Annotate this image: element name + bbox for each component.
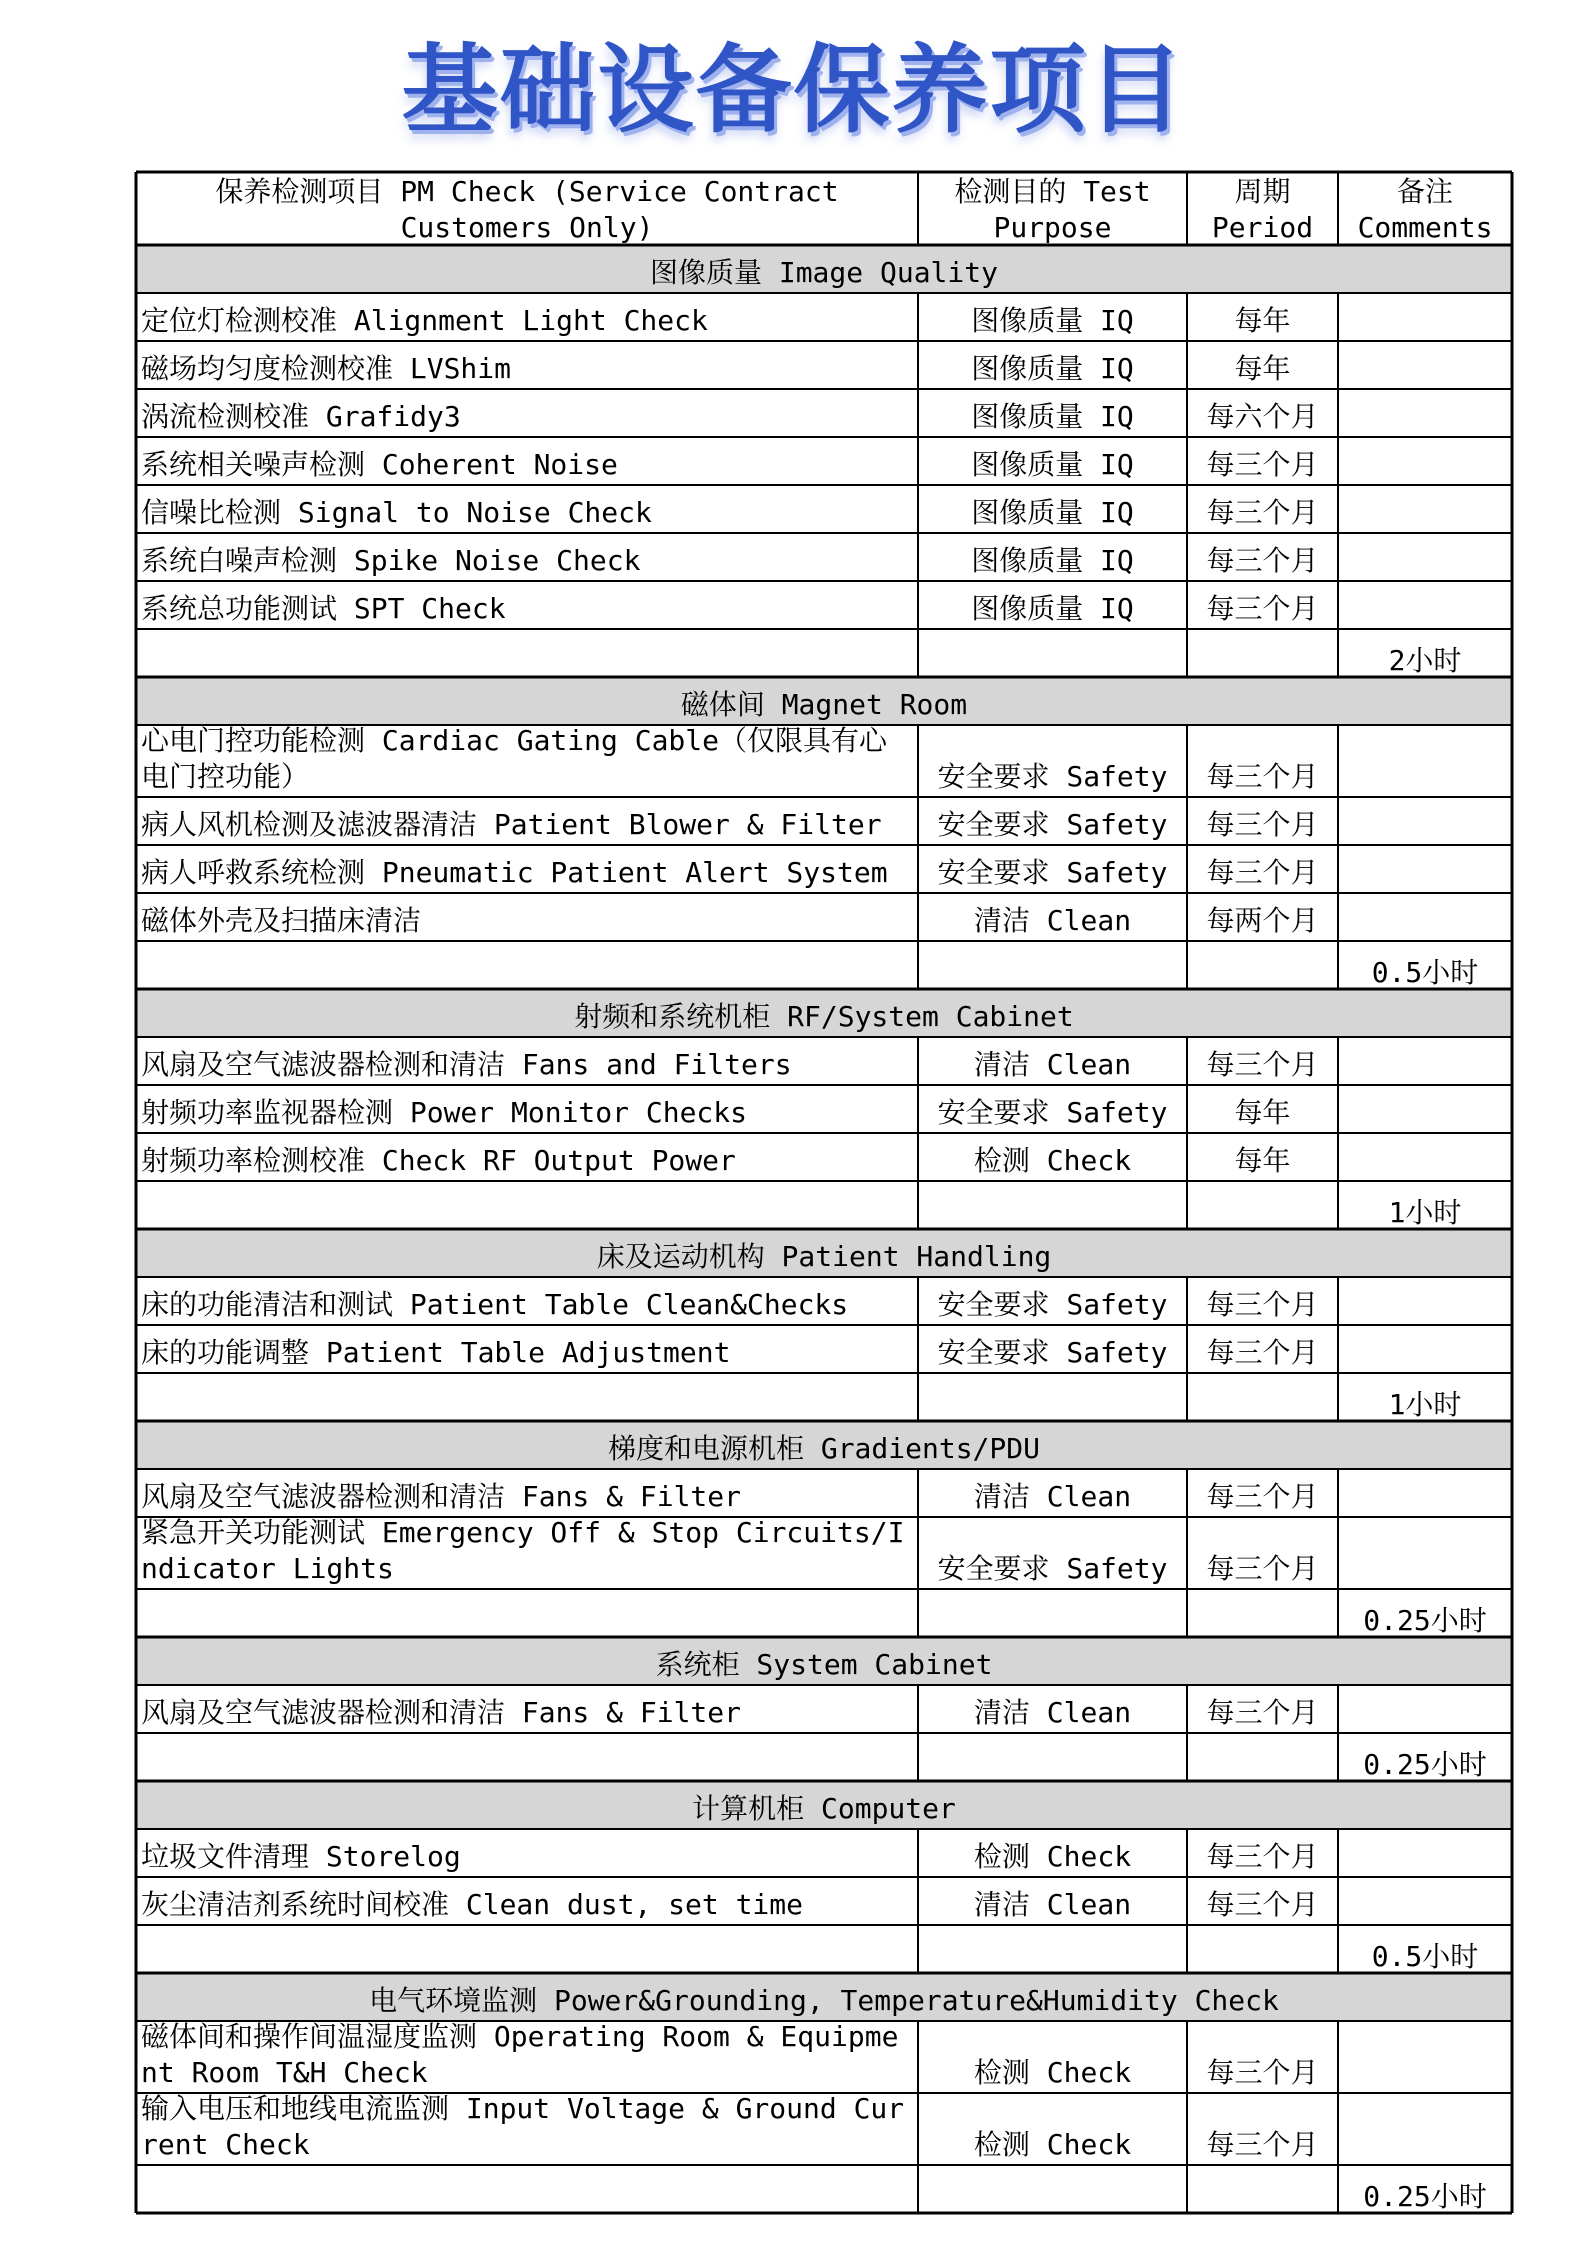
check-item: 系统白噪声检测 Spike Noise Check bbox=[141, 544, 641, 577]
test-purpose: 图像质量 IQ bbox=[971, 592, 1134, 625]
check-item: 系统总功能测试 SPT Check bbox=[141, 592, 506, 625]
period: 每三个月 bbox=[1206, 1888, 1319, 1921]
check-item: 床的功能清洁和测试 Patient Table Clean&Checks bbox=[141, 1288, 849, 1321]
test-purpose: 清洁 Clean bbox=[973, 1048, 1132, 1081]
test-purpose: 图像质量 IQ bbox=[971, 544, 1134, 577]
period: 每年 bbox=[1234, 1144, 1291, 1177]
duration-comment: 0.25小时 bbox=[1363, 1604, 1487, 1637]
period: 每六个月 bbox=[1206, 400, 1319, 433]
test-purpose: 图像质量 IQ bbox=[971, 448, 1134, 481]
period: 每三个月 bbox=[1206, 1336, 1319, 1369]
test-purpose: 清洁 Clean bbox=[973, 1480, 1132, 1513]
section-title: 磁体间 Magnet Room bbox=[680, 688, 968, 721]
section-title: 电气环境监测 Power&Grounding, Temperature&Humidity Check bbox=[369, 1984, 1279, 2017]
test-purpose: 检测 Check bbox=[973, 2056, 1132, 2089]
check-item: 磁体间和操作间温湿度监测 Operating Room & Equipment Room T&H Check bbox=[141, 2020, 899, 2089]
check-item: 定位灯检测校准 Alignment Light Check bbox=[141, 304, 708, 337]
period: 每三个月 bbox=[1206, 544, 1319, 577]
period: 每三个月 bbox=[1206, 592, 1319, 625]
test-purpose: 图像质量 IQ bbox=[971, 304, 1134, 337]
test-purpose: 清洁 Clean bbox=[973, 904, 1132, 937]
page-title: 基础设备保养项目 bbox=[401, 34, 1186, 146]
check-item: 紧急开关功能测试 Emergency Off & Stop Circuits/Indicator Lights bbox=[141, 1516, 905, 1585]
period: 每三个月 bbox=[1206, 1288, 1319, 1321]
section-title: 梯度和电源机柜 Gradients/PDU bbox=[607, 1432, 1040, 1465]
check-item: 风扇及空气滤波器检测和清洁 Fans & Filter bbox=[141, 1480, 742, 1513]
test-purpose: 安全要求 Safety bbox=[937, 808, 1168, 841]
check-item: 信噪比检测 Signal to Noise Check bbox=[141, 496, 652, 529]
test-purpose: 检测 Check bbox=[973, 1840, 1132, 1873]
check-item: 磁场均匀度检测校准 LVShim bbox=[141, 352, 512, 385]
duration-comment: 1小时 bbox=[1388, 1196, 1462, 1229]
header-pm-check: 保养检测项目 PM Check (Service Contract Customers Only) bbox=[215, 175, 839, 244]
duration-comment: 0.5小时 bbox=[1371, 956, 1479, 989]
test-purpose: 检测 Check bbox=[973, 1144, 1132, 1177]
test-purpose: 安全要求 Safety bbox=[937, 760, 1168, 793]
period: 每三个月 bbox=[1206, 1696, 1319, 1729]
test-purpose: 安全要求 Safety bbox=[937, 1096, 1168, 1129]
test-purpose: 检测 Check bbox=[973, 2128, 1132, 2161]
check-item: 床的功能调整 Patient Table Adjustment bbox=[141, 1336, 731, 1369]
check-item: 灰尘清洁剂系统时间校准 Clean dust, set time bbox=[141, 1888, 804, 1921]
section-title: 图像质量 Image Quality bbox=[649, 256, 998, 289]
check-item: 病人呼救系统检测 Pneumatic Patient Alert System bbox=[141, 856, 888, 889]
check-item: 系统相关噪声检测 Coherent Noise bbox=[141, 448, 618, 481]
test-purpose: 安全要求 Safety bbox=[937, 1552, 1168, 1585]
test-purpose: 图像质量 IQ bbox=[971, 496, 1134, 529]
check-item: 心电门控功能检测 Cardiac Gating Cable（仅限具有心电门控功能） bbox=[141, 724, 888, 793]
period: 每年 bbox=[1234, 1096, 1291, 1129]
check-item: 射频功率检测校准 Check RF Output Power bbox=[141, 1144, 736, 1177]
duration-comment: 1小时 bbox=[1388, 1388, 1462, 1421]
period: 每三个月 bbox=[1206, 448, 1319, 481]
test-purpose: 清洁 Clean bbox=[973, 1696, 1132, 1729]
check-item: 垃圾文件清理 Storelog bbox=[141, 1840, 461, 1873]
duration-comment: 0.5小时 bbox=[1371, 1940, 1479, 1973]
test-purpose: 安全要求 Safety bbox=[937, 1336, 1168, 1369]
check-item: 风扇及空气滤波器检测和清洁 Fans and Filters bbox=[141, 1048, 792, 1081]
section-title: 床及运动机构 Patient Handling bbox=[596, 1240, 1052, 1273]
period: 每三个月 bbox=[1206, 1480, 1319, 1513]
check-item: 输入电压和地线电流监测 Input Voltage & Ground Current Check bbox=[141, 2092, 905, 2161]
header-comments: 备注 Comments bbox=[1357, 175, 1493, 244]
check-item: 射频功率监视器检测 Power Monitor Checks bbox=[141, 1096, 748, 1129]
period: 每三个月 bbox=[1206, 760, 1319, 793]
duration-comment: 2小时 bbox=[1388, 644, 1462, 677]
section-title: 计算机柜 Computer bbox=[692, 1792, 956, 1825]
section-title: 射频和系统机柜 RF/System Cabinet bbox=[574, 1000, 1074, 1033]
period: 每三个月 bbox=[1206, 1552, 1319, 1585]
period: 每三个月 bbox=[1206, 856, 1319, 889]
period: 每年 bbox=[1234, 352, 1291, 385]
period: 每三个月 bbox=[1206, 496, 1319, 529]
period: 每三个月 bbox=[1206, 1048, 1319, 1081]
check-item: 风扇及空气滤波器检测和清洁 Fans & Filter bbox=[141, 1696, 742, 1729]
section-title: 系统柜 System Cabinet bbox=[655, 1648, 993, 1681]
period: 每三个月 bbox=[1206, 2128, 1319, 2161]
period: 每三个月 bbox=[1206, 1840, 1319, 1873]
check-item: 病人风机检测及滤波器清洁 Patient Blower & Filter bbox=[141, 808, 882, 841]
check-item: 磁体外壳及扫描床清洁 bbox=[141, 904, 422, 937]
period: 每三个月 bbox=[1206, 808, 1319, 841]
check-item: 涡流检测校准 Grafidy3 bbox=[141, 400, 461, 433]
test-purpose: 安全要求 Safety bbox=[937, 856, 1168, 889]
period: 每三个月 bbox=[1206, 2056, 1319, 2089]
header-period: 周期 Period bbox=[1211, 175, 1314, 244]
duration-comment: 0.25小时 bbox=[1363, 1748, 1487, 1781]
test-purpose: 图像质量 IQ bbox=[971, 400, 1134, 433]
duration-comment: 0.25小时 bbox=[1363, 2180, 1487, 2213]
period: 每年 bbox=[1234, 304, 1291, 337]
header-test-purpose: 检测目的 Test Purpose bbox=[954, 175, 1151, 244]
test-purpose: 清洁 Clean bbox=[973, 1888, 1132, 1921]
test-purpose: 图像质量 IQ bbox=[971, 352, 1134, 385]
period: 每两个月 bbox=[1206, 904, 1319, 937]
test-purpose: 安全要求 Safety bbox=[937, 1288, 1168, 1321]
